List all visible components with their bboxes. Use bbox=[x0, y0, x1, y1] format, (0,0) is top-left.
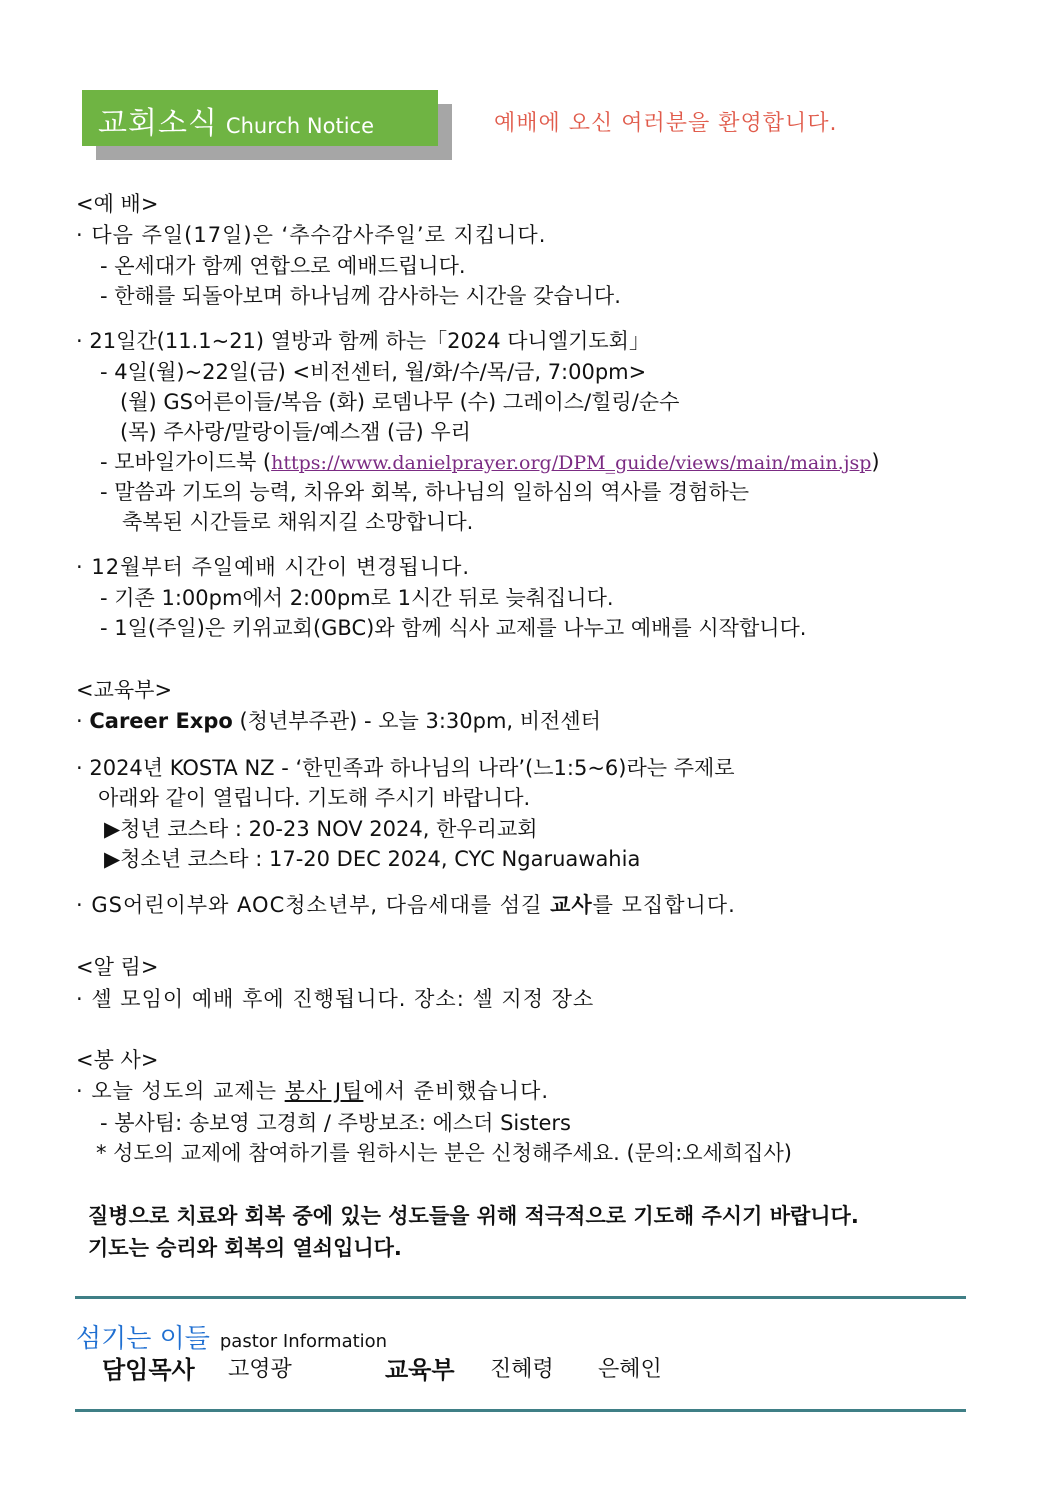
career-expo-detail: (청년부주관) - 오늘 3:30pm, 비전센터 bbox=[232, 709, 601, 733]
worship-item-3-sub-2: - 1일(주일)은 키위교회(GBC)와 함께 식사 교제를 나누고 예배를 시작합니다. bbox=[100, 616, 807, 640]
staff-name-education-1: 진혜령 bbox=[490, 1357, 554, 1382]
staff-role-education: 교육부 bbox=[385, 1356, 455, 1384]
header-title-ko: 교회소식 bbox=[98, 106, 218, 141]
kosta-teen: ▶청소년 코스타 : 17-20 DEC 2024, CYC Ngaruawahia bbox=[104, 847, 641, 871]
worship-item-2-sub-6: 축복된 시간들로 채워지길 소망합니다. bbox=[122, 510, 474, 534]
service-item-1-sub-1: - 봉사팀: 송보영 고경희 / 주방보조: 에스더 Sisters bbox=[100, 1111, 571, 1135]
service-item-1-post: 에서 준비했습니다. bbox=[363, 1079, 550, 1103]
staff-title: 섬기는 이들 bbox=[76, 1324, 210, 1354]
welcome-message: 예배에 오신 여러분을 환영합니다. bbox=[494, 111, 838, 136]
staff-subtitle: pastor Information bbox=[219, 1331, 388, 1352]
education-item-1 bbox=[76, 707, 601, 735]
bullet: · bbox=[76, 709, 90, 733]
prayer-request-2: 기도는 승리와 회복의 열쇠입니다. bbox=[88, 1236, 402, 1260]
divider-bottom bbox=[75, 1409, 966, 1412]
prayer-request-1: 질병으로 치료와 회복 중에 있는 성도들을 위해 적극적으로 기도해 주시기 바랍니다. bbox=[88, 1204, 859, 1228]
notice-item-1: · 셀 모임이 예배 후에 진행됩니다. 장소: 셀 지정 장소 bbox=[76, 987, 595, 1011]
education-item-2-line-2: 아래와 같이 열립니다. 기도해 주시기 바랍니다. bbox=[98, 786, 531, 810]
teacher-recruit-pre: · GS어린이부와 AOC청소년부, 다음세대를 섬길 bbox=[76, 893, 551, 917]
teacher-recruit-post: 를 모집합니다. bbox=[592, 893, 736, 917]
section-heading-education: <교육부> bbox=[76, 678, 173, 702]
worship-item-2-sub-1: - 4일(월)~22일(금) <비전센터, 월/화/수/목/금, 7:00pm> bbox=[100, 360, 647, 384]
section-heading-worship: <예 배> bbox=[76, 192, 159, 216]
header-banner bbox=[82, 90, 438, 146]
service-team: 봉사 J팀 bbox=[284, 1079, 364, 1103]
worship-item-2-sub-4 bbox=[100, 448, 880, 477]
worship-item-3-sub-1: - 기존 1:00pm에서 2:00pm로 1시간 뒤로 늦춰집니다. bbox=[100, 586, 614, 610]
section-heading-service: <봉 사> bbox=[76, 1048, 159, 1072]
worship-item-2-sub-3: (목) 주사랑/말랑이들/예스잼 (금) 우리 bbox=[120, 420, 471, 444]
service-item-1-pre: · 오늘 성도의 교제는 bbox=[76, 1079, 285, 1103]
staff-name-senior-pastor: 고영광 bbox=[228, 1357, 292, 1382]
career-expo-title: Career Expo bbox=[89, 709, 233, 733]
worship-item-1-sub-1: - 온세대가 함께 연합으로 예배드립니다. bbox=[100, 254, 466, 278]
kosta-youth: ▶청년 코스타 : 20-23 NOV 2024, 한우리교회 bbox=[104, 817, 538, 841]
worship-item-2-sub-5: - 말씀과 기도의 능력, 치유와 회복, 하나님의 일하심의 역사를 경험하는 bbox=[100, 480, 750, 504]
worship-item-2: · 21일간(11.1~21) 열방과 함께 하는「2024 다니엘기도회」 bbox=[76, 329, 650, 353]
header-title-en: Church Notice bbox=[225, 114, 374, 138]
service-item-1-sub-2: * 성도의 교제에 참여하기를 원하시는 분은 신청해주세요. (문의:오세희집사) bbox=[96, 1141, 792, 1165]
teacher-recruit-bold: 교사 bbox=[550, 893, 593, 917]
education-item-3 bbox=[76, 891, 736, 919]
service-item-1 bbox=[76, 1077, 549, 1105]
guidebook-close: ) bbox=[871, 450, 880, 474]
guidebook-label: - 모바일가이드북 ( bbox=[100, 450, 272, 474]
education-item-2: · 2024년 KOSTA NZ - ‘한민족과 하나님의 나라’(느1:5~6)라는 주제로 bbox=[76, 756, 735, 780]
staff-heading bbox=[76, 1322, 387, 1359]
guidebook-link[interactable]: https://www.danielprayer.org/DPM_guide/views/main/main.jsp bbox=[271, 452, 872, 474]
divider-top bbox=[75, 1296, 966, 1299]
worship-item-1: · 다음 주일(17일)은 ‘추수감사주일’로 지킵니다. bbox=[76, 223, 547, 247]
worship-item-2-sub-2: (월) GS어른이들/복음 (화) 로뎀나무 (수) 그레이스/힐링/순수 bbox=[120, 390, 680, 414]
staff-role-senior-pastor: 담임목사 bbox=[102, 1356, 195, 1384]
worship-item-1-sub-2: - 한해를 되돌아보며 하나님께 감사하는 시간을 갖습니다. bbox=[100, 284, 621, 308]
section-heading-notice: <알 림> bbox=[76, 955, 159, 979]
worship-item-3: · 12월부터 주일예배 시간이 변경됩니다. bbox=[76, 555, 471, 579]
staff-name-education-2: 은혜인 bbox=[598, 1357, 662, 1382]
